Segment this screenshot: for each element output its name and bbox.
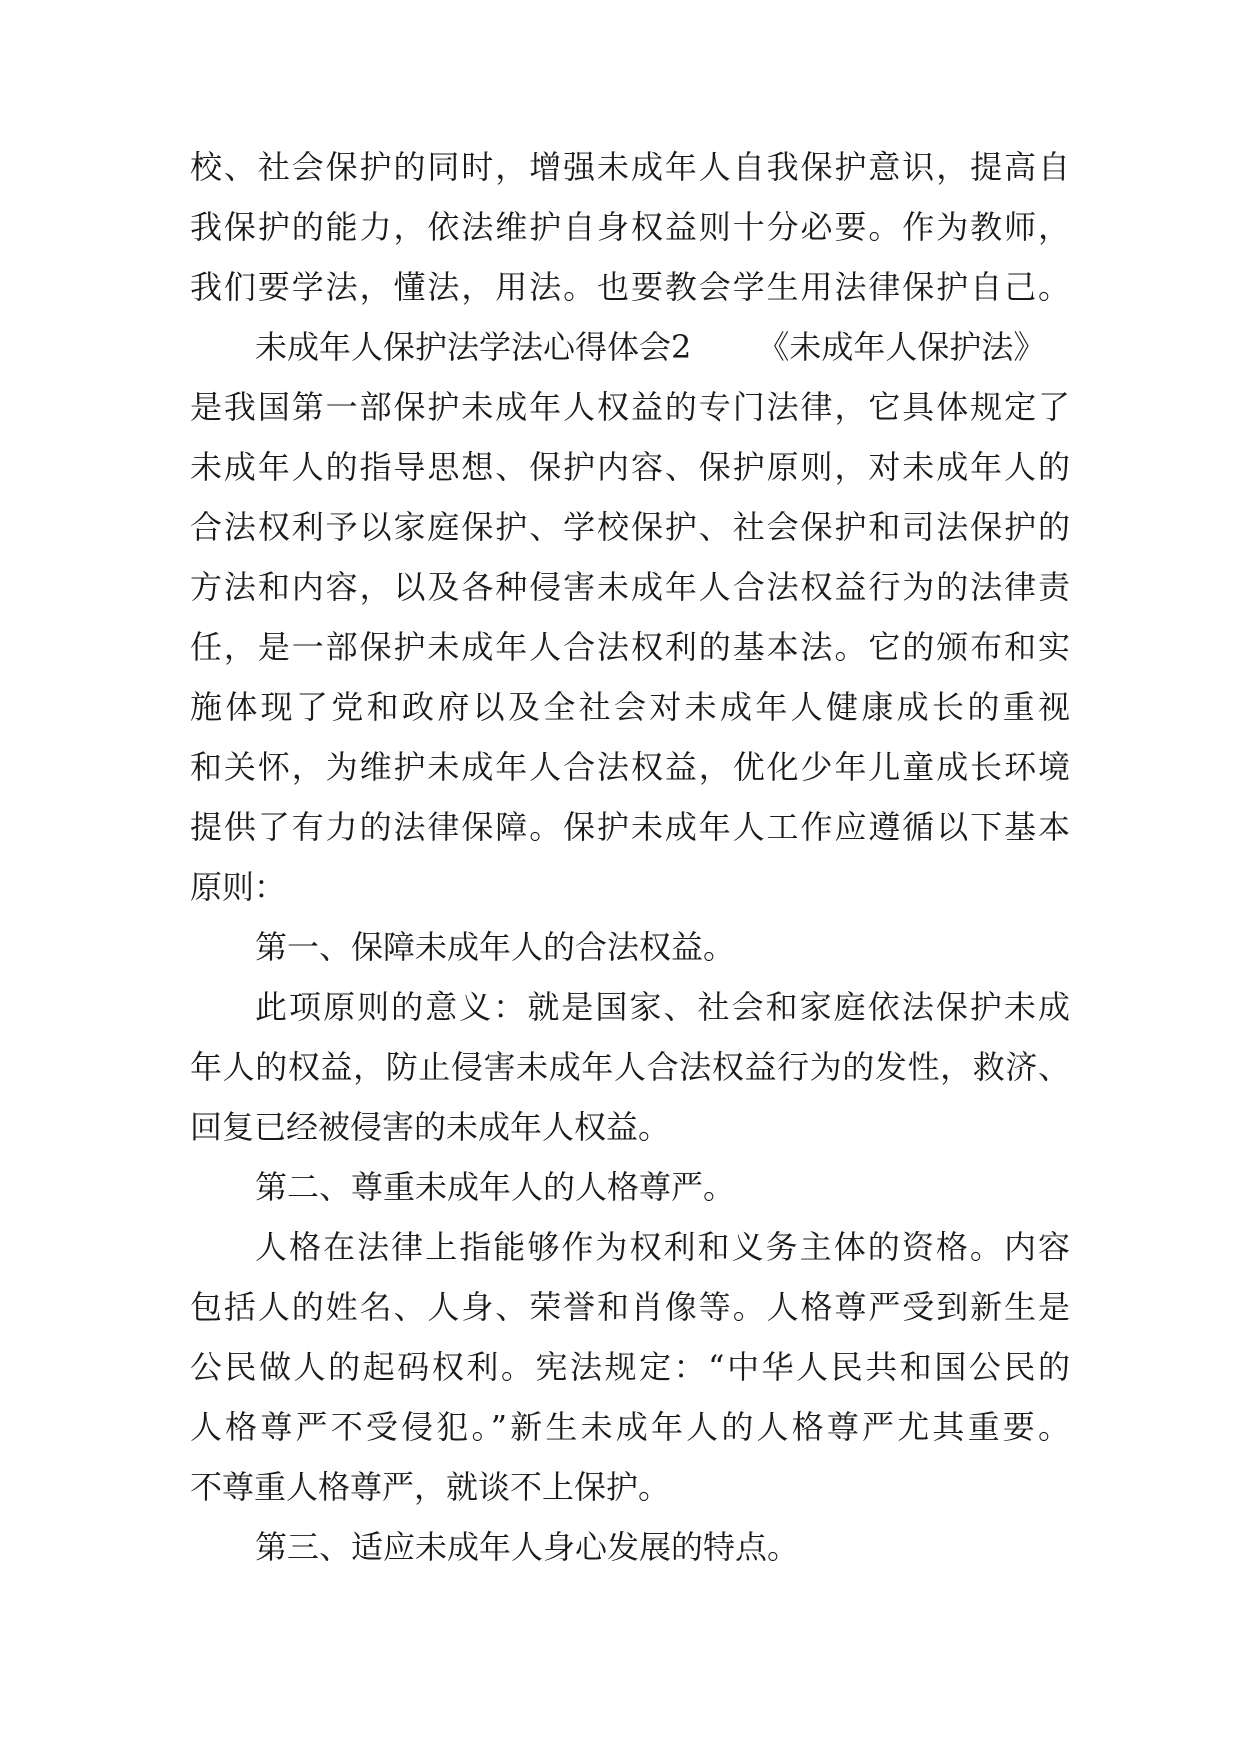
- text-line: 未成年人的指导思想、保护内容、保护原则，对未成年人的: [190, 448, 1070, 486]
- section-heading: 未成年人保护法学法心得体会2: [255, 328, 692, 366]
- text-line: 方法和内容，以及各种侵害未成年人合法权益行为的法律责: [190, 568, 1070, 606]
- text-line: 原则：: [190, 868, 287, 906]
- text-line: 我保护的能力，依法维护自身权益则十分必要。作为教师，: [190, 208, 1070, 246]
- text-line: 人格在法律上指能够作为权利和义务主体的资格。内容: [255, 1228, 1070, 1266]
- text-line: 人格尊严不受侵犯。”新生未成年人的人格尊严尤其重要。: [190, 1408, 1070, 1446]
- text-line: 和关怀，为维护未成年人合法权益，优化少年儿童成长环境: [190, 748, 1070, 786]
- text-line: 施体现了党和政府以及全社会对未成年人健康成长的重视: [190, 688, 1070, 726]
- text-line: 校、社会保护的同时，增强未成年人自我保护意识，提高自: [190, 148, 1070, 186]
- text-line: 不尊重人格尊严，就谈不上保护。: [190, 1468, 671, 1506]
- text-line: 任，是一部保护未成年人合法权利的基本法。它的颁布和实: [190, 628, 1070, 666]
- text-line: 回复已经被侵害的未成年人权益。: [190, 1108, 671, 1146]
- text-line: 是我国第一部保护未成年人权益的专门法律，它具体规定了: [190, 388, 1070, 426]
- section-heading-line: [255, 317, 1070, 377]
- text-line: 包括人的姓名、人身、荣誉和肖像等。人格尊严受到新生是: [190, 1288, 1070, 1326]
- principle-heading: 第二、尊重未成年人的人格尊严。: [255, 1168, 736, 1206]
- principle-heading: 第一、保障未成年人的合法权益。: [255, 928, 736, 966]
- text-line: 此项原则的意义：就是国家、社会和家庭依法保护未成: [255, 988, 1070, 1026]
- text-line: 公民做人的起码权利。宪法规定：“中华人民共和国公民的: [190, 1348, 1070, 1386]
- principle-heading: 第三、适应未成年人身心发展的特点。: [255, 1528, 800, 1566]
- text-line: 提供了有力的法律保障。保护未成年人工作应遵循以下基本: [190, 808, 1070, 846]
- text-line: 我们要学法，懂法，用法。也要教会学生用法律保护自己。: [190, 268, 1070, 306]
- law-title: 《未成年人保护法》: [757, 328, 1046, 366]
- text-line: 年人的权益，防止侵害未成年人合法权益行为的发性，救济、: [190, 1048, 1070, 1086]
- text-line: 合法权利予以家庭保护、学校保护、社会保护和司法保护的: [190, 508, 1070, 546]
